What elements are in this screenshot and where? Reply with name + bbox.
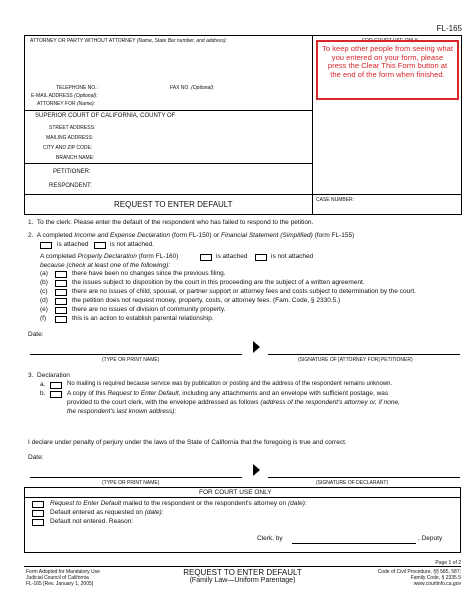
- court-use-label: FOR COURT USE ONLY: [362, 38, 418, 44]
- option-text: the issues subject to disposition by the court in this proceeding are the subject of a written agreement.: [72, 279, 365, 286]
- income-attached-checkbox[interactable]: [40, 242, 52, 249]
- option-letter: (a): [40, 270, 48, 277]
- default-entered-date-field[interactable]: [170, 508, 290, 517]
- item3-b-checkbox[interactable]: [50, 391, 62, 398]
- respondent-address-field[interactable]: [67, 417, 457, 433]
- income-not-attached-label: is not attached.: [110, 241, 155, 248]
- mailed-checkbox[interactable]: [32, 501, 44, 508]
- item3-date-label: Date:: [28, 454, 44, 461]
- option-letter: (f): [40, 315, 47, 322]
- clear-form-notice: To keep other people from seeing what you entered on your form, please press the Clear This Form button at the end of the form when finished.: [316, 40, 459, 100]
- default-entered-checkbox[interactable]: [32, 510, 44, 517]
- court-use-title: FOR COURT USE ONLY: [199, 489, 272, 496]
- footer-codes: Code of Civil Procedure, §§ 585, 587; Family Code, § 2335.5 www.courtinfo.ca.gov: [377, 569, 461, 587]
- option-d-checkbox[interactable]: [55, 298, 67, 305]
- petitioner-field[interactable]: [96, 167, 306, 177]
- fax-field[interactable]: [210, 83, 308, 91]
- property-attached-label: is attached: [216, 253, 248, 260]
- item3-a-text: No mailing is required because service was by publication or posting and the address of the respondent remains unknown.: [67, 381, 393, 387]
- form-id: FL-165: [436, 24, 462, 33]
- branch-field[interactable]: [96, 153, 306, 161]
- income-attached-label: is attached: [57, 241, 89, 248]
- clerk-label: Clerk, by: [257, 535, 283, 542]
- street-field[interactable]: [96, 123, 306, 131]
- street-label: STREET ADDRESS:: [49, 125, 96, 131]
- item2-date-label: Date:: [28, 331, 44, 338]
- item3-date-field[interactable]: [50, 452, 150, 461]
- item3-b-line2: provided to the court clerk, with the envelope addressed as follows (address of the respondent's attorney or, if none,: [67, 399, 400, 406]
- item3-a-checkbox[interactable]: [50, 382, 62, 389]
- case-number-label: CASE NUMBER:: [316, 197, 355, 203]
- item2-sig-left-caption: (TYPE OR PRINT NAME): [102, 357, 160, 363]
- sign-arrow-icon: [253, 341, 260, 353]
- court-title: SUPERIOR COURT OF CALIFORNIA, COUNTY OF: [35, 113, 176, 119]
- doc-title: REQUEST TO ENTER DEFAULT: [114, 200, 233, 209]
- attorney-label: ATTORNEY OR PARTY WITHOUT ATTORNEY (Name, State Bar number, and address):: [30, 38, 227, 44]
- property-not-attached-label: is not attached: [271, 253, 314, 260]
- item2-sig-right-caption: (SIGNATURE OF [ATTORNEY FOR] PETITIONER): [298, 357, 413, 363]
- respondent-label: RESPONDENT:: [49, 183, 92, 189]
- option-letter: (b): [40, 279, 48, 286]
- page-number: Page 1 of 2: [435, 560, 461, 566]
- declare-text: I declare under penalty of perjury under the laws of the State of California that the foregoing is true and correct.: [28, 439, 347, 446]
- declarant-name-field[interactable]: [30, 465, 242, 475]
- mailed-date-field[interactable]: [360, 499, 458, 508]
- default-not-entered-text: Default not entered. Reason:: [50, 518, 134, 525]
- petitioner-label: PETITIONER:: [53, 169, 91, 175]
- item2-date-field[interactable]: [50, 329, 150, 338]
- sign-arrow-icon: [253, 464, 260, 476]
- item3-b-letter: b.: [40, 390, 46, 397]
- item3-title: 3. Declaration: [28, 372, 70, 379]
- county-field[interactable]: [190, 112, 308, 120]
- property-not-attached-checkbox[interactable]: [255, 254, 267, 261]
- footer-title: REQUEST TO ENTER DEFAULT (Family Law—Uniform Parentage): [183, 568, 302, 584]
- item1: 1. To the clerk: Please enter the default of the respondent who has failed to respond to the petition.: [28, 219, 314, 226]
- property-attached-checkbox[interactable]: [200, 254, 212, 261]
- option-b-checkbox[interactable]: [55, 280, 67, 287]
- attorney-name-field[interactable]: [28, 46, 308, 80]
- option-letter: (d): [40, 297, 48, 304]
- option-text: the petition does not request money, property, costs, or attorney fees. (Fam. Code, § 2330.5.): [72, 297, 341, 304]
- case-number-field[interactable]: [316, 204, 458, 213]
- telephone-field[interactable]: [96, 83, 162, 91]
- mailing-label: MAILING ADDRESS:: [46, 135, 94, 141]
- attorney-for-field[interactable]: [96, 99, 306, 107]
- option-text: this is an action to establish parental relationship.: [72, 315, 214, 322]
- option-a-checkbox[interactable]: [55, 271, 67, 278]
- option-letter: (c): [40, 288, 48, 295]
- default-not-entered-checkbox[interactable]: [32, 519, 44, 526]
- option-text: there are no issues of child, spousal, or partner support or attorney fees and costs subject to determination by the court.: [72, 288, 416, 295]
- item3-sig-left-caption: (TYPE OR PRINT NAME): [102, 480, 160, 486]
- option-c-checkbox[interactable]: [55, 289, 67, 296]
- income-not-attached-checkbox[interactable]: [94, 242, 106, 249]
- item2-because: because (check at least one of the following):: [40, 262, 171, 269]
- telephone-label: TELEPHONE NO.:: [56, 85, 98, 91]
- footer-adopted: Form Adopted for Mandatory Use Judicial Council of California FL-165 [Rev. January 1, 2005]: [26, 569, 100, 587]
- email-field[interactable]: [96, 91, 306, 99]
- default-entered-text: Default entered as requested on (date):: [50, 509, 164, 516]
- city-field[interactable]: [96, 143, 306, 151]
- option-letter: (e): [40, 306, 48, 313]
- item2-line1: 2. A completed Income and Expense Declaration (form FL-150) or Financial Statement (Simplified) (form FL-155): [28, 232, 355, 239]
- item3-sig-right-caption: (SIGNATURE OF DECLARANT): [316, 480, 389, 486]
- item3-b-line1: A copy of this Request to Enter Default, including any attachments and an envelope with sufficient postage, was: [67, 390, 389, 397]
- respondent-field[interactable]: [96, 181, 306, 191]
- clerk-field[interactable]: [292, 534, 416, 543]
- deputy-label: , Deputy: [418, 535, 443, 542]
- branch-label: BRANCH NAME:: [56, 155, 95, 161]
- item3-a-letter: a.: [40, 381, 46, 388]
- fax-label: FAX NO. (Optional):: [170, 85, 215, 91]
- option-text: there have been no changes since the previous filing.: [72, 270, 226, 277]
- mailing-field[interactable]: [96, 133, 306, 141]
- email-label: E-MAIL ADDRESS (Optional):: [31, 93, 98, 99]
- reason-field[interactable]: [150, 517, 456, 526]
- option-text: there are no issues of division of community property.: [72, 306, 226, 313]
- mailed-text: Request to Enter Default mailed to the respondent or the respondent's attorney on (date):: [50, 500, 307, 507]
- item2-line2: A completed Property Declaration (form FL-160): [40, 253, 179, 260]
- item2-name-field[interactable]: [30, 342, 242, 352]
- option-f-checkbox[interactable]: [55, 316, 67, 323]
- option-e-checkbox[interactable]: [55, 307, 67, 314]
- attorney-for-label: ATTORNEY FOR (Name):: [37, 101, 96, 107]
- city-label: CITY AND ZIP CODE:: [43, 145, 93, 151]
- item3-b-line3: the respondent's last known address):: [67, 408, 177, 415]
